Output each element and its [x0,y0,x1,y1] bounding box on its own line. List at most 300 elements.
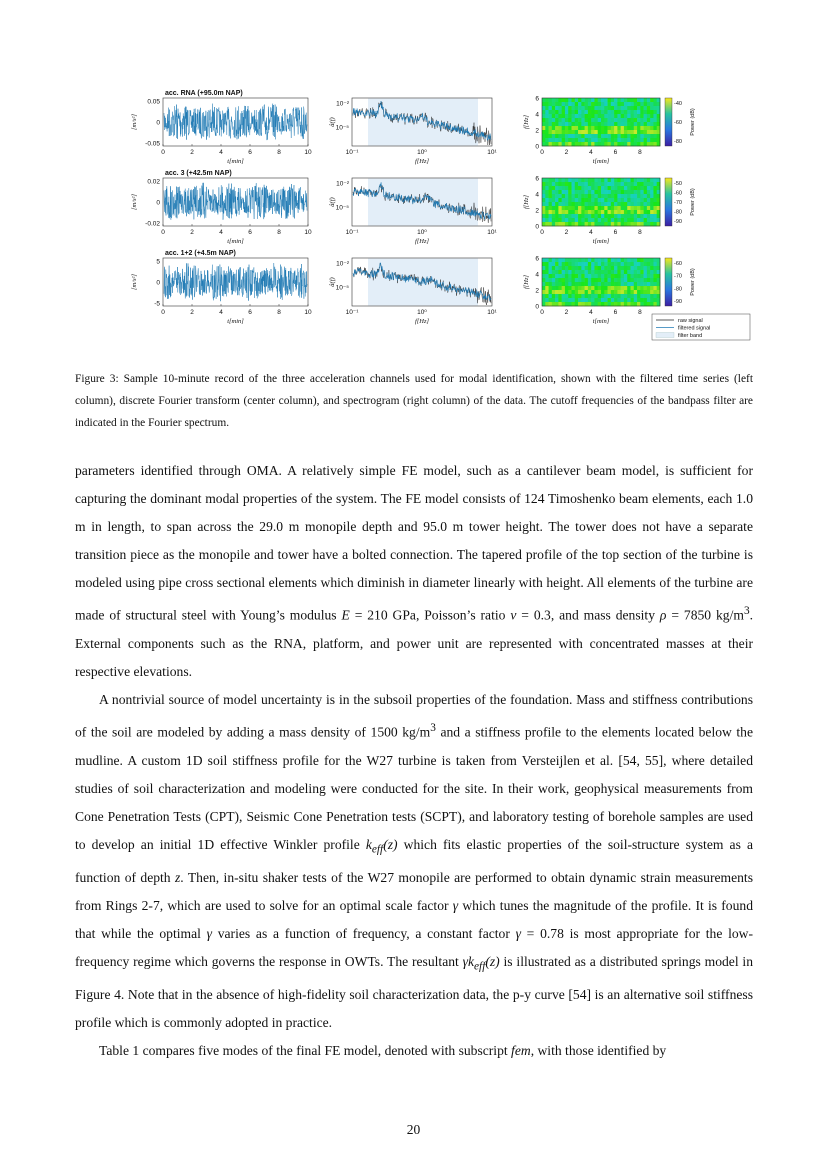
spec-xtick-2-0: 0 [540,309,544,316]
spec-ytick-1-1: 4 [535,191,539,199]
spec-cell [653,142,657,146]
fft-xtick-2-2: 10¹ [487,309,497,316]
spec-cell [562,302,566,306]
spec-cell [640,138,644,142]
spec-cell [634,298,638,302]
spec-xlabel-2: t[min] [592,318,610,325]
spec-cell [594,118,598,122]
spec-cell [581,142,585,146]
cbar-label-2: Power (dB) [690,268,696,296]
spec-cell [617,182,621,186]
colorbar-0 [665,98,672,146]
spec-cell [558,138,562,142]
spec-cell [631,118,635,122]
spec-cell [647,142,651,146]
spec-cell [614,182,618,186]
spec-cell [624,258,628,262]
spec-cell [640,114,644,118]
spec-cell [604,294,608,298]
spec-cell [552,290,556,294]
spec-cell [591,190,595,194]
spec-ytick-2-3: 0 [535,303,539,311]
spec-cell [588,118,592,122]
spec-cell [568,214,572,218]
spec-xtick-1-0: 0 [540,229,544,236]
spec-cell [631,202,635,206]
spec-cell [581,258,585,262]
spec-cell [542,286,546,290]
spec-ylabel-0: f[Hz] [523,114,530,130]
spec-cell [621,198,625,202]
spec-cell [647,114,651,118]
spec-cell [568,130,572,134]
spec-xtick-2-4: 8 [638,309,642,316]
time-xtick-0-3: 6 [248,149,252,156]
colorbar-1 [665,178,672,226]
spec-cell [585,218,589,222]
spec-cell [621,194,625,198]
spec-cell [631,274,635,278]
spec-cell [591,270,595,274]
spec-cell [562,270,566,274]
spec-cell [604,298,608,302]
spec-cell [552,106,556,110]
spec-cell [604,190,608,194]
spec-cell [585,278,589,282]
spec-cell [653,206,657,210]
spec-cell [591,214,595,218]
spec-cell [542,118,546,122]
spec-cell [562,138,566,142]
body-text [75,457,753,1065]
spec-cell [624,210,628,214]
spec-cell [608,214,612,218]
spec-cell [558,106,562,110]
spec-cell [644,190,648,194]
spec-cell [631,214,635,218]
spec-cell [647,118,651,122]
spec-cell [558,286,562,290]
spec-cell [634,138,638,142]
spec-cell [572,262,576,266]
spec-cell [617,294,621,298]
spec-cell [591,106,595,110]
spec-cell [562,102,566,106]
spec-cell [640,274,644,278]
time-xtick-2-3: 6 [248,309,252,316]
spec-cell [631,282,635,286]
spec-cell [549,206,553,210]
spec-xtick-2-3: 6 [613,309,618,316]
spec-cell [637,130,641,134]
spec-cell [575,206,579,210]
spec-cell [644,214,648,218]
spec-cell [640,134,644,138]
spec-cell [637,258,641,262]
spec-cell [647,274,651,278]
spec-cell [542,210,546,214]
spec-cell [650,98,654,102]
spec-cell [585,298,589,302]
spec-cell [562,106,566,110]
spec-cell [585,194,589,198]
spec-cell [631,222,635,226]
spec-cell [562,130,566,134]
fft-filter-band-1 [368,179,478,226]
spec-cell [552,198,556,202]
spec-cell [572,290,576,294]
fft-xtick-1-2: 10¹ [487,229,497,236]
spec-cell [608,270,612,274]
spec-cell [572,294,576,298]
spec-cell [624,202,628,206]
spec-ytick-0-0: 6 [535,95,539,103]
spec-cell [591,290,595,294]
spec-cell [608,258,612,262]
spec-cell [549,114,553,118]
spec-cell [545,218,549,222]
spec-cell [581,110,585,114]
spec-cell [585,294,589,298]
spec-cell [594,106,598,110]
spec-cell [611,290,615,294]
spec-cell [545,118,549,122]
spec-cell [621,106,625,110]
spec-cell [558,118,562,122]
spec-cell [614,278,618,282]
spec-cell [558,98,562,102]
spec-cell [594,266,598,270]
spec-cell [542,218,546,222]
spec-cell [558,206,562,210]
spec-cell [545,194,549,198]
spec-cell [598,102,602,106]
spec-cell [565,198,569,202]
spec-cell [640,122,644,126]
spec-cell [581,266,585,270]
spec-cell [621,258,625,262]
spec-cell [558,294,562,298]
spec-cell [545,138,549,142]
spec-cell [572,266,576,270]
spec-cell [562,178,566,182]
spec-cell [558,298,562,302]
spec-cell [578,186,582,190]
spec-cell [575,290,579,294]
spec-cell [640,286,644,290]
spec-cell [621,214,625,218]
spec-cell [617,270,621,274]
spec-cell [621,102,625,106]
spec-cell [578,110,582,114]
time-ytick-1-2: -0.02 [145,220,160,228]
spec-cell [542,278,546,282]
cbar-tick-2-2: -80 [674,286,682,293]
spec-cell [611,270,615,274]
spec-cell [601,202,605,206]
spec-cell [581,202,585,206]
spec-cell [552,274,556,278]
spec-cell [631,106,635,110]
spec-cell [549,110,553,114]
spec-cell [555,110,559,114]
spec-cell [545,278,549,282]
spec-cell [545,114,549,118]
spec-cell [631,218,635,222]
spec-ytick-1-3: 0 [535,223,539,231]
spec-cell [653,118,657,122]
spec-cell [591,138,595,142]
spec-cell [627,198,631,202]
spec-cell [624,282,628,286]
spec-cell [578,210,582,214]
spec-cell [653,194,657,198]
spec-cell [594,194,598,198]
spec-cell [624,302,628,306]
spec-cell [555,122,559,126]
spec-cell [552,122,556,126]
spec-cell [653,122,657,126]
spec-cell [644,194,648,198]
spec-cell [594,138,598,142]
spec-cell [644,142,648,146]
spec-cell [631,198,635,202]
spec-cell [549,282,553,286]
spec-cell [637,218,641,222]
spec-cell [627,222,631,226]
spec-cell [650,186,654,190]
spec-cell [575,262,579,266]
spec-cell [650,138,654,142]
spec-cell [624,182,628,186]
spec-cell [542,274,546,278]
spec-cell [627,290,631,294]
spec-cell [608,206,612,210]
spec-cell [647,126,651,130]
spec-cell [598,106,602,110]
spec-cell [575,182,579,186]
fft-filter-band-0 [368,99,478,146]
spec-cell [611,178,615,182]
spec-cell [591,298,595,302]
spec-cell [601,298,605,302]
spec-cell [621,110,625,114]
spec-cell [572,258,576,262]
spec-cell [591,294,595,298]
spec-cell [545,126,549,130]
spec-cell [552,186,556,190]
spec-cell [637,278,641,282]
spec-cell [585,118,589,122]
spec-cell [572,194,576,198]
spec-cell [617,258,621,262]
spec-cell [637,122,641,126]
spec-cell [640,278,644,282]
spec-cell [634,286,638,290]
spec-cell [634,126,638,130]
spec-cell [588,298,592,302]
spec-cell [568,190,572,194]
spec-cell [555,274,559,278]
fft-xtick-0-1: 10⁰ [417,149,427,156]
spec-cell [601,258,605,262]
spec-cell [549,262,553,266]
spec-cell [552,126,556,130]
spec-cell [568,106,572,110]
spec-cell [614,258,618,262]
spec-xtick-1-4: 8 [638,229,642,236]
spec-cell [565,98,569,102]
spec-cell [594,130,598,134]
spec-cell [644,278,648,282]
time-xtick-1-0: 0 [161,229,165,236]
spec-cell [647,258,651,262]
spec-cell [631,266,635,270]
spec-cell [598,190,602,194]
spec-xlabel-1: t[min] [592,238,610,245]
spec-cell [552,114,556,118]
spec-cell [562,194,566,198]
spec-cell [549,126,553,130]
spec-cell [637,290,641,294]
time-xtick-1-5: 10 [304,229,312,236]
spec-ytick-1-2: 2 [535,207,539,215]
spec-cell [549,210,553,214]
spec-cell [572,182,576,186]
spec-cell [594,294,598,298]
spec-cell [598,270,602,274]
spec-cell [594,222,598,226]
spec-cell [624,98,628,102]
spec-cell [552,282,556,286]
spec-cell [588,198,592,202]
spec-cell [637,102,641,106]
spec-cell [637,266,641,270]
time-xtick-1-4: 8 [277,229,281,236]
spec-cell [552,134,556,138]
spec-cell [549,198,553,202]
spec-cell [640,194,644,198]
spec-cell [542,266,546,270]
spec-cell [621,222,625,226]
spec-cell [565,278,569,282]
fft-xtick-1-1: 10⁰ [417,229,427,236]
spec-cell [644,298,648,302]
spec-cell [594,102,598,106]
cbar-label-1: Power (dB) [690,188,696,216]
spec-cell [552,302,556,306]
spec-cell [588,258,592,262]
spec-cell [581,290,585,294]
spec-cell [594,214,598,218]
spec-cell [572,218,576,222]
spec-cell [565,294,569,298]
spec-cell [611,198,615,202]
spec-cell [601,130,605,134]
spec-cell [552,218,556,222]
spec-cell [558,194,562,198]
spec-cell [565,142,569,146]
spec-cell [578,138,582,142]
spec-cell [581,270,585,274]
spec-cell [647,266,651,270]
spec-cell [621,182,625,186]
spec-cell [585,130,589,134]
spec-cell [631,206,635,210]
spec-cell [572,114,576,118]
spec-cell [565,106,569,110]
spec-cell [644,134,648,138]
figure-3 [130,86,770,342]
spec-cell [634,210,638,214]
spec-cell [627,126,631,130]
spec-cell [594,202,598,206]
spec-cell [614,186,618,190]
spec-cell [604,134,608,138]
spec-cell [631,302,635,306]
spec-cell [601,218,605,222]
spec-cell [617,298,621,302]
spec-cell [608,106,612,110]
spec-cell [601,274,605,278]
spec-cell [653,282,657,286]
spec-cell [604,282,608,286]
spec-cell [617,118,621,122]
spec-cell [572,282,576,286]
spec-cell [647,178,651,182]
spec-cell [568,122,572,126]
spec-cell [549,290,553,294]
spec-cell [558,186,562,190]
spec-cell [637,110,641,114]
cbar-tick-1-0: -50 [674,181,682,187]
spec-cell [588,266,592,270]
spec-cell [549,266,553,270]
spec-cell [637,114,641,118]
spec-cell [545,110,549,114]
spec-cell [627,262,631,266]
spec-xtick-0-3: 6 [613,149,618,156]
spec-cell [601,126,605,130]
spec-cell [565,138,569,142]
spec-cell [555,214,559,218]
spec-cell [578,282,582,286]
spec-cell [598,278,602,282]
spec-cell [591,110,595,114]
spec-cell [581,138,585,142]
spec-cell [594,122,598,126]
spec-cell [549,278,553,282]
spec-cell [608,262,612,266]
spec-cell [614,198,618,202]
time-ytick-2-1: 0 [156,279,160,287]
spec-cell [549,286,553,290]
spec-cell [585,286,589,290]
spec-xtick-0-1: 2 [564,149,569,156]
spec-cell [572,118,576,122]
spec-cell [624,206,628,210]
spec-cell [588,130,592,134]
spec-cell [653,266,657,270]
spec-cell [581,218,585,222]
spec-cell [565,258,569,262]
spec-cell [653,302,657,306]
spec-cell [644,266,648,270]
time-xlabel-0: t[min] [227,158,244,165]
spec-cell [617,282,621,286]
spec-cell [637,206,641,210]
spec-cell [617,178,621,182]
